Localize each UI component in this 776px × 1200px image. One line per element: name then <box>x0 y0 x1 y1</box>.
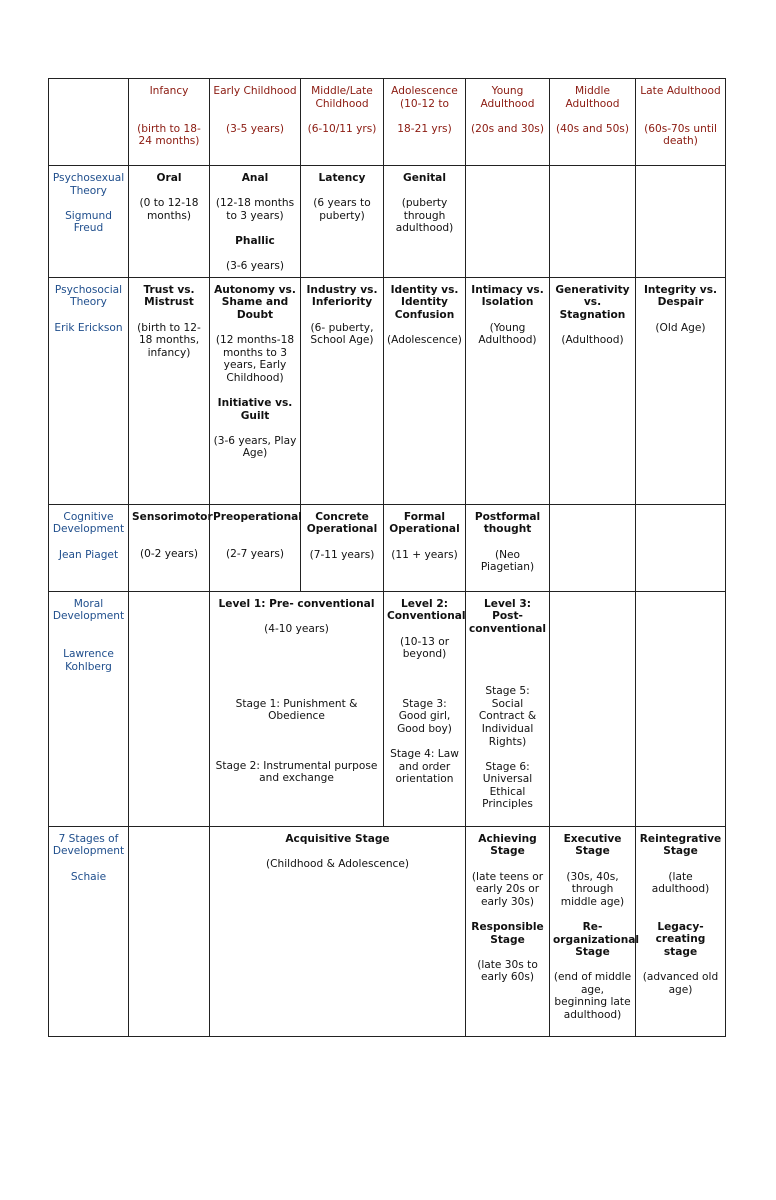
header-adolescence <box>384 79 466 166</box>
schaie-achieving-responsible <box>466 826 550 1036</box>
stage-name: Re-organizational Stage <box>553 920 640 959</box>
stage-name: Autonomy vs. Shame and Doubt <box>214 283 296 321</box>
stage-age: (60s-70s until death) <box>644 122 717 148</box>
level-name: Level 3: Post-conventional <box>469 597 547 635</box>
stage-age: (Adolescence) <box>387 334 462 347</box>
stage-age: (6 years to puberty) <box>313 197 371 222</box>
theory-name: 7 Stages of Development <box>52 832 125 858</box>
stage-age: 18-21 yrs) <box>397 122 452 135</box>
theorist-name: Schaie <box>70 870 107 883</box>
stage-name: Genital <box>403 172 446 184</box>
erikson-c7 <box>636 277 726 504</box>
stage-age: (3-5 years) <box>225 122 285 135</box>
theorist-name: Erik Erickson <box>54 321 123 334</box>
header-early-childhood <box>210 79 301 166</box>
stage-name: Middle Adulthood <box>565 85 620 110</box>
piaget-c4 <box>384 504 466 591</box>
stage-name: Trust vs. Mistrust <box>143 283 195 309</box>
schaie-row <box>49 826 726 1036</box>
stage-name: Concrete Operational <box>306 510 378 536</box>
stage-name: Industry vs. Inferiority <box>306 283 378 309</box>
erikson-row <box>49 277 726 504</box>
stage-age: (late 30s to early 60s) <box>477 958 538 984</box>
stage-age: (end of middle age, beginning late adulthood) <box>553 971 632 1022</box>
piaget-c2 <box>210 504 301 591</box>
header-young-adulthood <box>466 79 550 166</box>
stage-name: Adolescence (10-12 to <box>391 85 458 110</box>
kohlberg-theory-cell <box>49 591 129 826</box>
empty-cell <box>550 504 636 591</box>
empty-cell <box>636 504 726 591</box>
piaget-theory-cell <box>49 504 129 591</box>
erikson-c6 <box>550 277 636 504</box>
stage-age: (11 + years) <box>391 548 458 561</box>
empty-cell <box>129 591 210 826</box>
stage-age: (30s, 40s, through middle age) <box>560 870 625 908</box>
theorist-name: Sigmund Freud <box>65 209 112 235</box>
stage-name: Preoperational <box>213 510 302 523</box>
stage-5: Stage 5: Social Contract & Individual Rights) <box>478 685 537 748</box>
stage-name: Anal <box>241 172 269 184</box>
header-row <box>49 79 726 166</box>
stage-age: (2-7 years) <box>225 548 285 561</box>
kohlberg-level-1 <box>210 591 384 826</box>
stage-age: (advanced old age) <box>642 971 719 996</box>
stage-name: Reintegrative Stage <box>639 832 722 858</box>
stage-age: (Adulthood) <box>561 334 624 347</box>
piaget-row <box>49 504 726 591</box>
piaget-c3 <box>301 504 384 591</box>
empty-cell <box>466 166 550 278</box>
stage-name: Oral <box>156 172 182 184</box>
stage-age: (Childhood & Adolescence) <box>265 857 410 870</box>
freud-row <box>49 166 726 278</box>
stage-name: Young Adulthood <box>480 85 535 110</box>
freud-latency <box>301 166 384 278</box>
development-stages-table <box>48 78 726 1037</box>
empty-cell <box>550 166 636 278</box>
empty-cell <box>129 826 210 1036</box>
kohlberg-level-3 <box>466 591 550 826</box>
freud-theory-cell <box>49 166 129 278</box>
header-middle-adulthood <box>550 79 636 166</box>
stage-age: (birth to 12-18 months, infancy) <box>137 321 201 359</box>
theorist-name: Jean Piaget <box>58 548 119 561</box>
theory-name: Moral Development <box>52 597 125 623</box>
stage-1: Stage 1: Punishment & Obedience <box>235 697 358 723</box>
piaget-c1 <box>129 504 213 591</box>
stage-age: (7-11 years) <box>309 548 375 561</box>
stage-name: Executive Stage <box>563 832 622 858</box>
stage-age: (Old Age) <box>655 321 706 334</box>
stage-age: (3-6 years) <box>225 260 285 273</box>
stage-name: Acquisitive Stage <box>285 832 390 845</box>
theory-name: Psychosexual Theory <box>52 172 125 197</box>
erikson-c5 <box>466 277 550 504</box>
freud-genital <box>384 166 466 278</box>
erikson-theory-cell <box>49 277 129 504</box>
stage-name: Responsible Stage <box>471 920 544 946</box>
stage-age: (40s and 50s) <box>556 122 629 135</box>
stage-name: Postformal thought <box>474 510 541 536</box>
stage-age: (0-2 years) <box>139 548 199 561</box>
stage-age: (Neo Piagetian) <box>480 548 535 574</box>
stage-name: Legacy-creating stage <box>655 920 706 958</box>
stage-3: Stage 3: Good girl, Good boy) <box>397 697 452 735</box>
stage-name: Integrity vs. Despair <box>643 283 718 309</box>
freud-oral <box>129 166 210 278</box>
stage-4: Stage 4: Law and order orientation <box>390 748 459 786</box>
stage-age: (20s and 30s) <box>471 122 544 135</box>
stage-name: Early Childhood <box>213 85 297 97</box>
stage-age: (12 months-18 months to 3 years, Early Childhood) <box>215 334 295 384</box>
theory-name: Cognitive Development <box>52 510 125 536</box>
stage-name: Infancy <box>149 85 189 97</box>
schaie-reintegrative-legacy <box>636 826 726 1036</box>
stage-6: Stage 6: Universal Ethical Principles <box>482 760 533 811</box>
schaie-executive-reorganizational <box>550 826 640 1036</box>
stage-name: Late Adulthood <box>640 85 721 97</box>
level-age: (10-13 or beyond) <box>399 635 450 661</box>
erikson-c2 <box>210 277 301 504</box>
stage-age: (3-6 years, Play Age) <box>213 434 297 460</box>
level-name: Level 2: Conventional <box>387 597 466 623</box>
level-age: (4-10 years) <box>264 622 329 635</box>
stage-age: (0 to 12-18 months) <box>139 197 199 222</box>
stage-name: Achieving Stage <box>478 832 537 858</box>
stage-age: (6- puberty, School Age) <box>310 321 374 347</box>
schaie-theory-cell <box>49 826 129 1036</box>
stage-name: Latency <box>318 172 366 184</box>
empty-cell <box>550 591 636 826</box>
stage-age: (12-18 months to 3 years) <box>215 197 295 222</box>
stage-name: Sensorimotor <box>132 510 213 523</box>
piaget-c5 <box>466 504 550 591</box>
theorist-name: Lawrence Kohlberg <box>63 647 114 673</box>
stage-name: Intimacy vs. Isolation <box>471 283 544 309</box>
stage-age: (Young Adulthood) <box>478 321 537 347</box>
header-late-adulthood <box>636 79 726 166</box>
stage-name: Formal Operational <box>389 510 460 536</box>
stage-name: Generativity vs. Stagnation <box>555 283 630 321</box>
stage-2: Stage 2: Instrumental purpose and exchange <box>215 759 378 785</box>
kohlberg-row <box>49 591 726 826</box>
header-middle-late-childhood <box>301 79 384 166</box>
erikson-c4 <box>384 277 466 504</box>
corner-cell <box>49 79 129 166</box>
stage-age: (birth to 18-24 months) <box>137 122 201 148</box>
erikson-c1 <box>129 277 210 504</box>
stage-name: Phallic <box>235 234 275 247</box>
theory-name: Psychosocial Theory <box>54 283 123 309</box>
stage-age: (late adulthood) <box>651 870 710 896</box>
stage-name: Initiative vs. Guilt <box>217 397 293 422</box>
stage-name: Identity vs. Identity Confusion <box>390 283 459 321</box>
kohlberg-level-2 <box>384 591 466 826</box>
stage-name: Middle/Late Childhood <box>311 85 373 110</box>
level-name: Level 1: Pre- conventional <box>218 597 375 610</box>
stage-age: (6-10/11 yrs) <box>307 122 377 135</box>
schaie-acquisitive <box>210 826 466 1036</box>
empty-cell <box>636 166 726 278</box>
header-infancy <box>129 79 210 166</box>
stage-age: (puberty through adulthood) <box>395 197 454 235</box>
empty-cell <box>636 591 726 826</box>
freud-anal-phallic <box>210 166 301 278</box>
stage-age: (late teens or early 20s or early 30s) <box>471 870 544 908</box>
erikson-c3 <box>301 277 384 504</box>
